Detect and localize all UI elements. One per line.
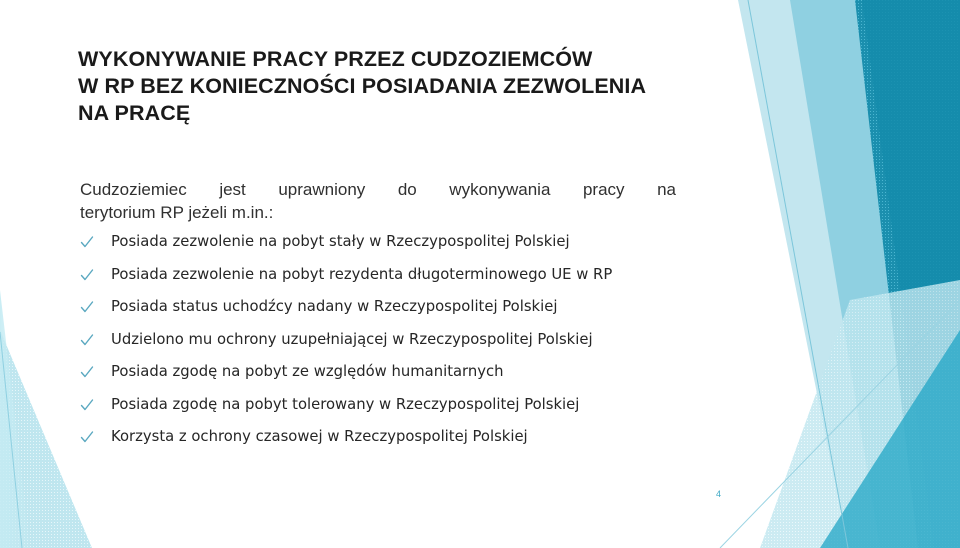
checkmark-icon: [80, 333, 94, 347]
intro-line: terytorium RP jeżeli m.in.:: [80, 203, 274, 222]
checklist-item-text: Posiada zgodę na pobyt tolerowany w Rzeczypospolitej Polskiej: [111, 395, 580, 413]
title-line: NA PRACĘ: [78, 101, 191, 125]
checklist-item-text: Posiada zezwolenie na pobyt stały w Rzeczypospolitej Polskiej: [111, 233, 570, 250]
checklist-item-text: Posiada status uchodźcy nadany w Rzeczypospolitej Polskiej: [111, 298, 558, 315]
checkmark-icon: [80, 235, 94, 249]
page-number: 4: [716, 489, 722, 499]
checklist-item-text: Korzysta z ochrony czasowej w Rzeczypospolitej Polskiej: [111, 428, 528, 445]
checkmark-icon: [80, 365, 94, 379]
checkmark-icon: [80, 268, 94, 282]
intro-paragraph: [80, 178, 676, 224]
checklist-item-text: Posiada zgodę na pobyt ze względów humanitarnych: [111, 363, 504, 380]
title-line: WYKONYWANIE PRACY PRZEZ CUDZOZIEMCÓW: [78, 47, 593, 71]
checkmark-icon: [80, 300, 94, 314]
checkmark-icon: [80, 430, 94, 444]
title-line: W RP BEZ KONIECZNOŚCI POSIADANIA ZEZWOLENIA: [78, 74, 647, 98]
checkmark-icon: [80, 398, 94, 412]
checklist-item-text: Udzielono mu ochrony uzupełniającej w Rzeczypospolitej Polskiej: [111, 330, 593, 348]
checklist-item-text: Posiada zezwolenie na pobyt rezydenta długoterminowego UE w RP: [111, 265, 613, 283]
slide-title: [78, 46, 798, 127]
intro-line: Cudzoziemiec jest uprawniony do wykonywania pracy na: [80, 180, 676, 199]
